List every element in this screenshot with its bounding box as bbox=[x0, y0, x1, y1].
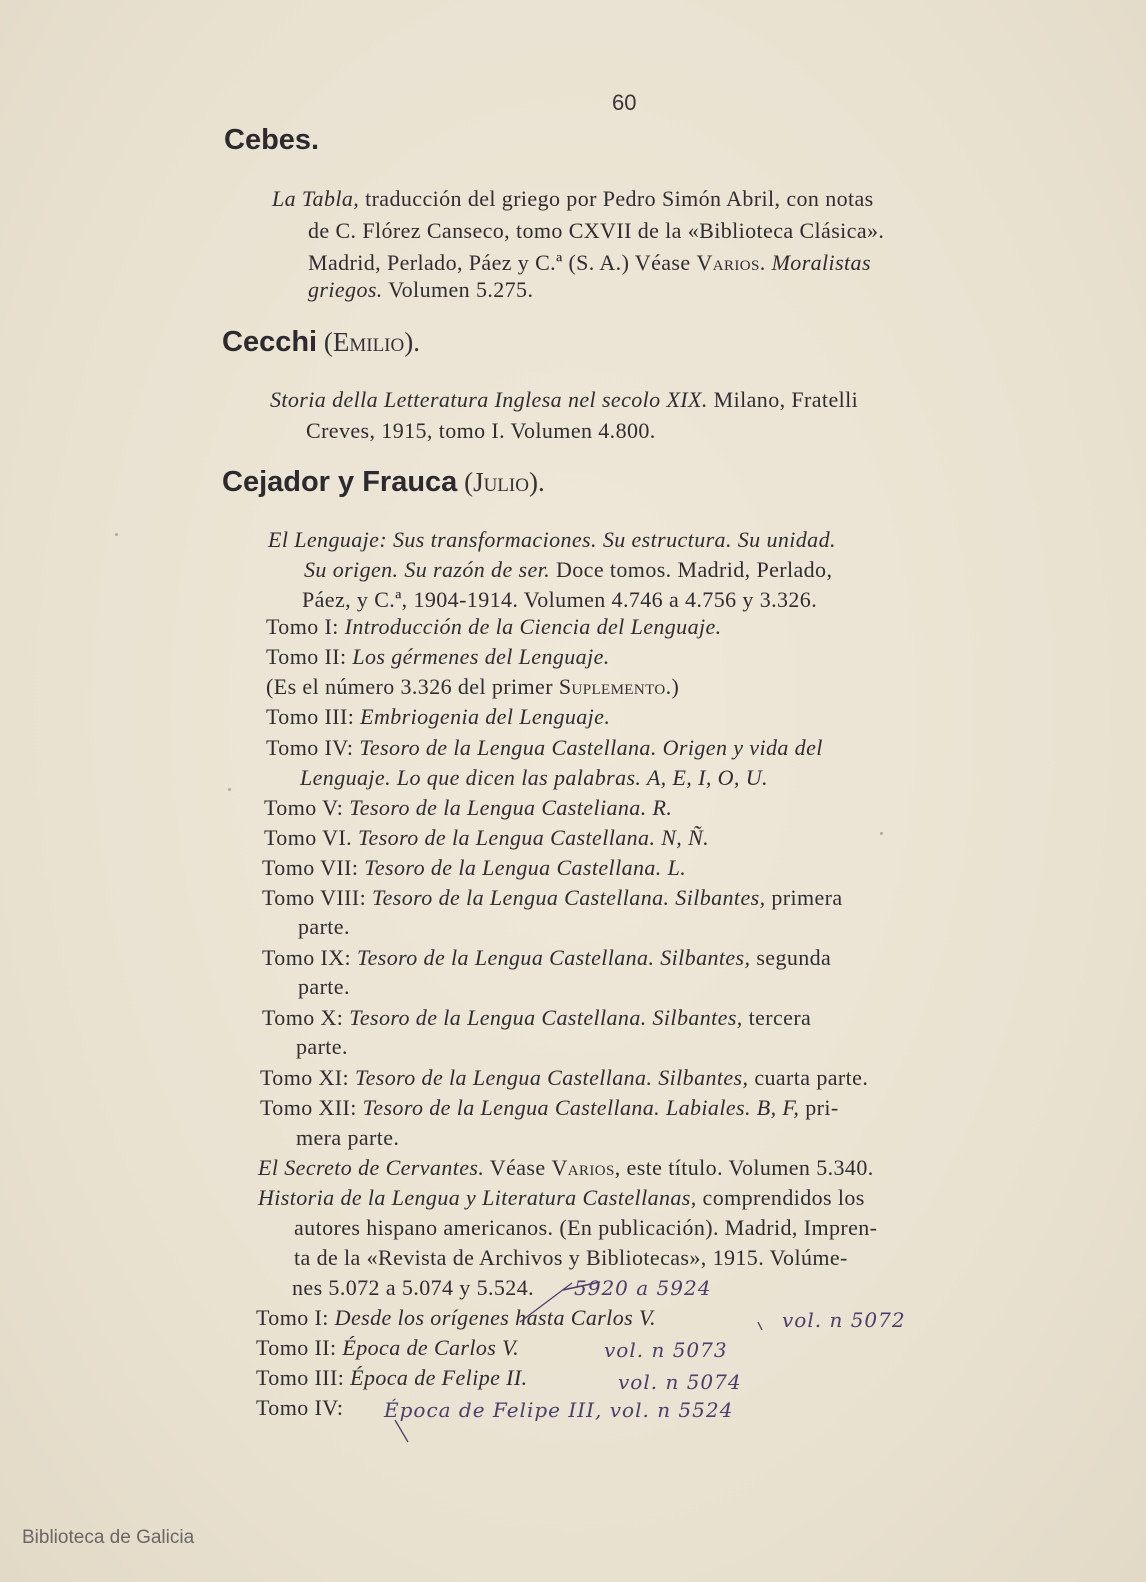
entry-line: Su origen. Su razón de ser. Doce tomos. Madrid, Perlado, bbox=[304, 557, 833, 582]
tomo-line: Tomo VI. Tesoro de la Lengua Castellana. N, Ñ. bbox=[264, 825, 710, 850]
tomo-line-cont: parte. bbox=[296, 1034, 348, 1059]
page-number: 60 bbox=[612, 90, 637, 115]
tomo-line: Tomo I: Introducción de la Ciencia del Lenguaje. bbox=[266, 614, 722, 639]
tomo-line: Tomo IV: bbox=[256, 1395, 344, 1420]
tomo-line-cont: parte. bbox=[298, 974, 350, 999]
entry-line: La Tabla, traducción del griego por Pedro Simón Abril, con notas bbox=[272, 186, 874, 211]
book-title: Historia de la Lengua y Literatura Castellanas, bbox=[258, 1185, 697, 1210]
paper-speck bbox=[880, 832, 883, 835]
entry-line: El Secreto de Cervantes. Véase Varios, este título. Volumen 5.340. bbox=[258, 1155, 874, 1180]
paper-speck bbox=[115, 533, 118, 536]
handwritten-tomo-iv: Época de Felipe III, vol. n 5524 bbox=[384, 1398, 734, 1422]
tomo-line: Tomo VII: Tesoro de la Lengua Castellana. L. bbox=[262, 855, 687, 880]
entry-line: griegos. Volumen 5.275. bbox=[308, 277, 534, 302]
entry-line: Creves, 1915, tomo I. Volumen 4.800. bbox=[306, 418, 656, 443]
author-firstname: (Julio). bbox=[457, 467, 545, 497]
paper-speck bbox=[228, 788, 231, 791]
tomo-line-cont: mera parte. bbox=[296, 1125, 400, 1150]
author-name: Cecchi bbox=[222, 326, 318, 358]
tomo-line: Tomo VIII: Tesoro de la Lengua Castellana. Silbantes, primera bbox=[262, 885, 843, 910]
book-title: La Tabla, bbox=[272, 186, 360, 211]
tomo-line: Tomo X: Tesoro de la Lengua Castellana. Silbantes, tercera bbox=[262, 1005, 812, 1030]
entry-line: Historia de la Lengua y Literatura Castellanas, comprendidos los bbox=[258, 1185, 865, 1210]
entry-line: Páez, y C.ª, 1904-1914. Volumen 4.746 a 4.756 y 3.326. bbox=[302, 587, 818, 612]
handwritten-range: 5920 a 5924 bbox=[574, 1276, 712, 1300]
handwritten-volume: vol. n 5073 bbox=[604, 1338, 728, 1362]
tomo-line: Tomo V: Tesoro de la Lengua Casteliana. R. bbox=[264, 795, 673, 820]
author-firstname: (Emilio). bbox=[317, 327, 420, 357]
entry-line: nes 5.072 a 5.074 y 5.524. bbox=[292, 1275, 534, 1300]
tomo-line: Tomo II: Época de Carlos V. bbox=[256, 1335, 520, 1360]
entry-line: de C. Flórez Canseco, tomo CXVII de la «Biblioteca Clásica». bbox=[308, 218, 885, 243]
entry-line: Madrid, Perlado, Páez y C.ª (S. A.) Véase Varios. Moralistas bbox=[308, 250, 871, 275]
author-name: Cebes. bbox=[224, 124, 320, 156]
tomo-line: Tomo XII: Tesoro de la Lengua Castellana. Labiales. B, F, pri- bbox=[260, 1095, 839, 1120]
watermark-label: Biblioteca de Galicia bbox=[22, 1527, 195, 1548]
tomo-line-cont: parte. bbox=[298, 914, 350, 939]
tomo-line: Tomo III: Época de Felipe II. bbox=[256, 1365, 528, 1390]
tomo-note: (Es el número 3.326 del primer Suplemento.) bbox=[266, 674, 680, 699]
tomo-line: Tomo I: Desde los orígenes hasta Carlos V. bbox=[256, 1305, 656, 1330]
entry-line: ta de la «Revista de Archivos y Bibliotecas», 1915. Volúme- bbox=[294, 1245, 848, 1270]
entry-line: autores hispano americanos. (En publicación). Madrid, Impren- bbox=[294, 1215, 878, 1240]
entry-line: Storia della Letteratura Inglesa nel secolo XIX. Milano, Fratelli bbox=[270, 387, 859, 412]
tomo-line: Tomo II: Los gérmenes del Lenguaje. bbox=[266, 644, 610, 669]
tomo-line: Tomo IV: Tesoro de la Lengua Castellana. Origen y vida del bbox=[266, 735, 823, 760]
book-title: El Lenguaje: Sus transformaciones. Su estructura. Su unidad. bbox=[268, 527, 836, 552]
handwritten-volume: vol. n 5072 bbox=[782, 1308, 906, 1332]
author-name: Cejador y Frauca bbox=[222, 466, 458, 498]
handwritten-volume: vol. n 5074 bbox=[618, 1370, 742, 1394]
book-title: El Secreto de Cervantes. bbox=[258, 1155, 485, 1180]
book-title: Storia della Letteratura Inglesa nel secolo XIX. bbox=[270, 387, 708, 412]
tomo-line: Tomo III: Embriogenia del Lenguaje. bbox=[266, 704, 611, 729]
tomo-line: Tomo XI: Tesoro de la Lengua Castellana. Silbantes, cuarta parte. bbox=[260, 1065, 869, 1090]
tomo-line-cont: Lenguaje. Lo que dicen las palabras. A, E, I, O, U. bbox=[300, 765, 768, 790]
tomo-line: Tomo IX: Tesoro de la Lengua Castellana. Silbantes, segunda bbox=[262, 945, 832, 970]
